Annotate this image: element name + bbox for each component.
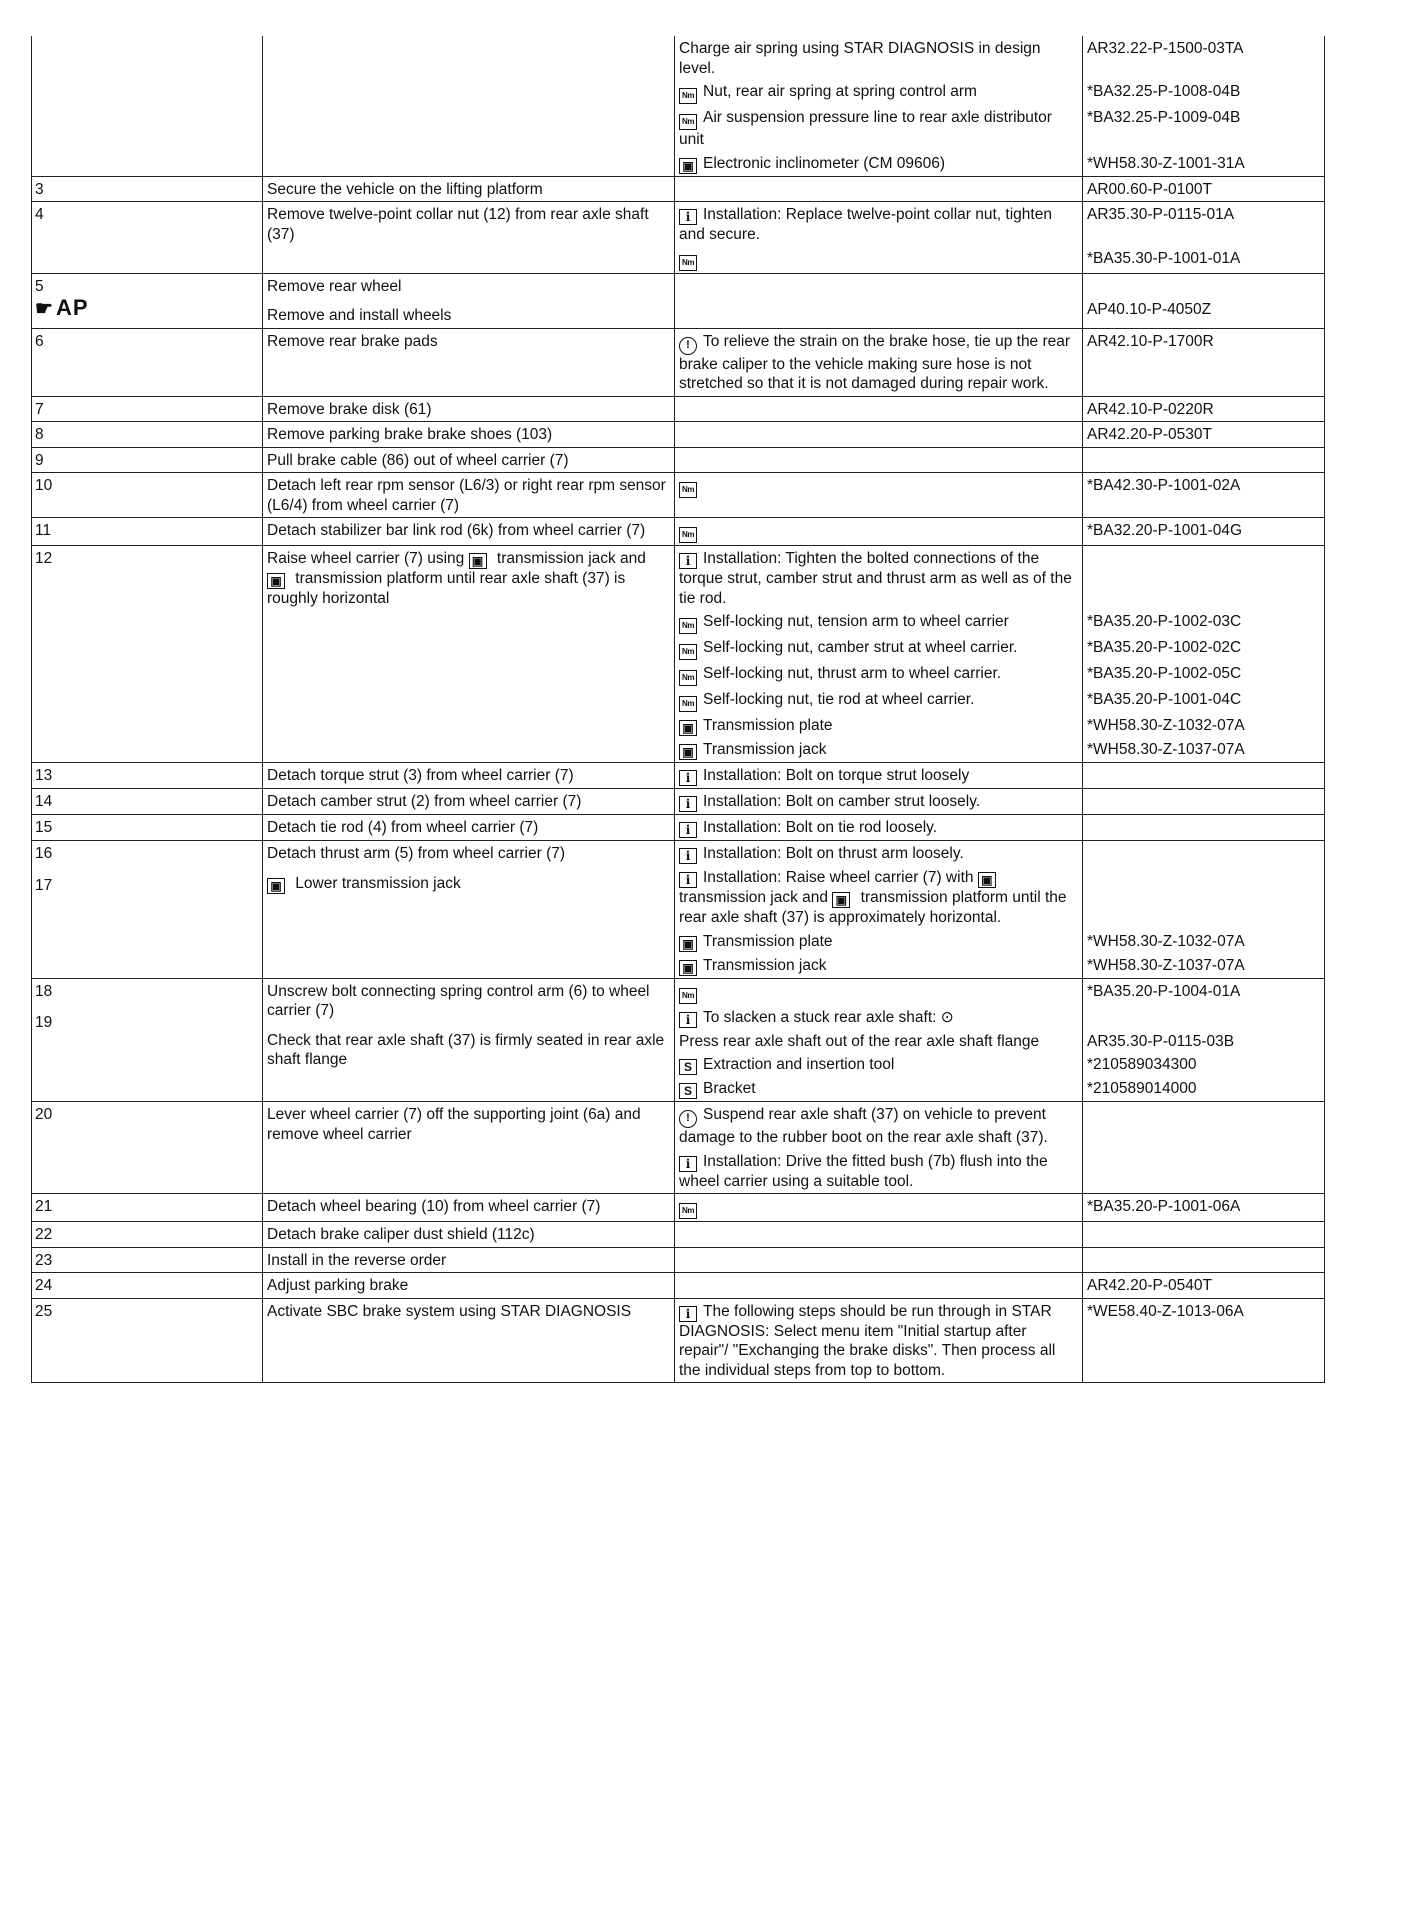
table-row	[31, 36, 1325, 177]
operation-line: Activate SBC brake system using STAR DIAGNOSIS	[267, 1302, 632, 1320]
tool-icon: ▣	[679, 720, 697, 736]
notes	[674, 397, 1082, 422]
notes	[674, 763, 1082, 788]
step-number: 12	[31, 546, 262, 762]
notes	[674, 979, 1082, 1102]
tool-icon: ▣	[978, 872, 996, 888]
note-line: i Installation: Replace twelve-point collar nut, tighten and secure.	[679, 206, 1052, 243]
operation-text	[262, 518, 674, 545]
note-line: i Installation: Bolt on thrust arm loosely.	[679, 844, 1078, 864]
note-line	[679, 521, 1078, 543]
info-icon: i	[679, 872, 697, 888]
tool-icon: ▣	[267, 573, 285, 589]
note-line: i Installation: Bolt on camber strut loosely.	[679, 792, 1078, 812]
reference-code[interactable]: *BA35.20-P-1001-04C	[1087, 691, 1242, 708]
reference-code[interactable]: AR32.22-P-1500-03TA	[1087, 40, 1244, 57]
operation-line: Remove rear wheel	[267, 277, 402, 295]
table-row	[31, 815, 1325, 841]
torque-icon: Nm	[679, 988, 697, 1004]
note-line: ! Suspend rear axle shaft (37) on vehicle to prevent damage to the rubber boot on the rear axle shaft (37).	[679, 1106, 1048, 1146]
document-reference	[1082, 979, 1325, 1102]
step-number: 8	[31, 422, 262, 447]
note-line: Nm Self-locking nut, thrust arm to wheel carrier.	[679, 664, 1078, 686]
note-line: ▣ Transmission jack	[679, 956, 1078, 976]
tool-icon: ▣	[267, 878, 285, 894]
table-row	[31, 1222, 1325, 1248]
reference-code[interactable]: *BA42.30-P-1001-02A	[1087, 477, 1241, 494]
torque-icon: Nm	[679, 114, 697, 130]
reference-code[interactable]	[1087, 844, 1320, 863]
step-number: 23	[31, 1248, 262, 1273]
table-row	[31, 1299, 1325, 1384]
notes	[674, 546, 1082, 762]
note-line: Nm Self-locking nut, tie rod at wheel carrier.	[679, 690, 1078, 712]
note-line: Press rear axle shaft out of the rear axle shaft flange	[679, 1032, 1040, 1050]
info-icon: i	[679, 770, 697, 786]
note-line: Nm Self-locking nut, camber strut at wheel carrier.	[679, 638, 1078, 660]
reference-code[interactable]: *BA32.25-P-1008-04B	[1087, 83, 1241, 100]
torque-icon: Nm	[679, 527, 697, 543]
operation-line: ▣ Lower transmission jack	[267, 874, 670, 894]
note-line: i Installation: Bolt on torque strut loosely	[679, 766, 1078, 786]
reference-code[interactable]: AR35.30-P-0115-01A	[1087, 206, 1235, 223]
step-number: 10	[31, 473, 262, 517]
step-number: 22	[31, 1222, 262, 1247]
torque-icon: Nm	[679, 618, 697, 634]
step-number: 18 19	[31, 979, 262, 1102]
operation-text	[262, 329, 674, 396]
document-reference	[1082, 202, 1325, 273]
operation-text	[262, 422, 674, 447]
notes	[674, 202, 1082, 273]
tool-icon: ▣	[679, 744, 697, 760]
notes	[674, 815, 1082, 840]
operation-text	[262, 1248, 674, 1273]
reference-code[interactable]: AR42.10-P-1700R	[1087, 332, 1214, 350]
notes	[674, 177, 1082, 202]
operation-line: Detach tie rod (4) from wheel carrier (7)	[267, 819, 539, 836]
note-line	[679, 249, 1078, 271]
document-reference	[1082, 841, 1325, 978]
document-reference	[1082, 815, 1325, 840]
document-reference	[1082, 1248, 1325, 1273]
note-line: S Bracket	[679, 1079, 1078, 1099]
notes	[674, 274, 1082, 328]
operation-text	[262, 274, 674, 328]
operation-text	[262, 546, 674, 762]
table-row	[31, 789, 1325, 815]
info-icon: i	[679, 796, 697, 812]
notes	[674, 518, 1082, 545]
document-reference	[1082, 763, 1325, 788]
note-line: ! To relieve the strain on the brake hose, tie up the rear brake caliper to the vehicle making sure hose is not stretched so that it is not damaged during repair work.	[679, 332, 1071, 392]
torque-icon: Nm	[679, 482, 697, 498]
notes	[674, 1194, 1082, 1221]
note-line: Nm Self-locking nut, tension arm to wheel carrier	[679, 612, 1078, 634]
torque-icon: Nm	[679, 88, 697, 104]
notes	[674, 329, 1082, 396]
document-reference	[1082, 1102, 1325, 1193]
operation-line: Remove and install wheels	[267, 307, 452, 324]
note-line: ▣ Transmission plate	[679, 716, 1078, 736]
notes	[674, 36, 1082, 176]
note-line: i The following steps should be run through in STAR DIAGNOSIS: Select menu item "Initial startup after repair"/ "Exchanging the brake disks". Then process all the individual steps from top to bottom.	[679, 1302, 1056, 1379]
reference-code[interactable]: *BA35.20-P-1004-01A	[1087, 982, 1241, 1000]
notes	[674, 1299, 1082, 1383]
reference-code[interactable]: *BA35.30-P-1001-01A	[1087, 249, 1241, 267]
note-line	[679, 1197, 1078, 1219]
info-icon: i	[679, 822, 697, 838]
reference-code[interactable]: AR00.60-P-0100T	[1087, 180, 1212, 198]
reference-code[interactable]: AP40.10-P-4050Z	[1087, 300, 1212, 318]
reference-code[interactable]: *WH58.30-Z-1037-07A	[1087, 956, 1245, 974]
reference-code[interactable]: AR42.20-P-0530T	[1087, 426, 1212, 443]
step-number: 9	[31, 448, 262, 473]
operation-line: Detach wheel bearing (10) from wheel carrier (7)	[267, 1198, 601, 1215]
table-row	[31, 202, 1325, 274]
caution-icon: !	[679, 1110, 697, 1128]
table-row	[31, 979, 1325, 1103]
reference-code[interactable]	[1087, 1008, 1320, 1027]
document-reference	[1082, 397, 1325, 422]
note-line: ▣ Transmission plate	[679, 932, 1078, 952]
reference-code[interactable]: *210589014000	[1087, 1080, 1197, 1097]
procedure-table	[31, 36, 1325, 1383]
notes	[674, 1273, 1082, 1298]
operation-line: Check that rear axle shaft (37) is firmly seated in rear axle shaft flange	[267, 1031, 665, 1068]
note-line: ▣ Transmission jack	[679, 740, 1078, 760]
step-number: 4	[31, 202, 262, 273]
table-row	[31, 1273, 1325, 1299]
note-line: Nm Nut, rear air spring at spring control arm	[679, 82, 1078, 104]
pointing-hand-icon: ☛	[35, 298, 54, 320]
step-number: 5 ☛AP	[31, 274, 262, 328]
info-icon: i	[679, 848, 697, 864]
table-row	[31, 448, 1325, 474]
reference-code[interactable]: *WH58.30-Z-1001-31A	[1087, 154, 1245, 172]
document-reference	[1082, 177, 1325, 202]
operation-text	[262, 1194, 674, 1221]
reference-code[interactable]: *BA32.25-P-1009-04B	[1087, 109, 1241, 126]
document-reference	[1082, 422, 1325, 447]
operation-line: Detach left rear rpm sensor (L6/3) or right rear rpm sensor (L6/4) from wheel carrier (7)	[267, 477, 666, 514]
reference-code[interactable]: *BA35.20-P-1001-06A	[1087, 1198, 1241, 1215]
reference-code[interactable]: *WH58.30-Z-1032-07A	[1087, 717, 1245, 734]
note-line: ▣ Electronic inclinometer (CM 09606)	[679, 154, 1078, 174]
torque-icon: Nm	[679, 670, 697, 686]
note-line: Charge air spring using STAR DIAGNOSIS in design level.	[679, 40, 1041, 77]
step-number: 25	[31, 1299, 262, 1383]
operation-line: Adjust parking brake	[267, 1277, 409, 1294]
reference-code[interactable]: *WE58.40-Z-1013-06A	[1087, 1302, 1244, 1320]
reference-code[interactable]	[1087, 277, 1320, 296]
operation-line: Pull brake cable (86) out of wheel carrier (7)	[267, 451, 569, 469]
table-row	[31, 397, 1325, 423]
step-number: 14	[31, 789, 262, 814]
table-row	[31, 177, 1325, 203]
reference-code[interactable]: *WH58.30-Z-1037-07A	[1087, 741, 1245, 758]
operation-line: Remove parking brake brake shoes (103)	[267, 426, 553, 443]
reference-code[interactable]: *BA35.20-P-1002-02C	[1087, 639, 1242, 656]
note-line: i Installation: Drive the fitted bush (7b) flush into the wheel carrier using a suitable tool.	[679, 1152, 1048, 1190]
operation-text	[262, 815, 674, 840]
notes	[674, 1222, 1082, 1247]
operation-text	[262, 1299, 674, 1383]
operation-line: Detach brake caliper dust shield (112c)	[267, 1226, 535, 1243]
note-line	[679, 982, 1078, 1004]
step-number: 7	[31, 397, 262, 422]
table-row	[31, 329, 1325, 397]
step-number: 20	[31, 1102, 262, 1193]
notes	[674, 789, 1082, 814]
table-row	[31, 1248, 1325, 1274]
caution-icon: !	[679, 337, 697, 355]
note-line: i To slacken a stuck rear axle shaft: ⊙	[679, 1008, 1078, 1028]
tool-icon: ▣	[679, 158, 697, 174]
notes	[674, 1248, 1082, 1273]
note-line: i Installation: Bolt on tie rod loosely.	[679, 818, 1078, 838]
operation-line: Detach torque strut (3) from wheel carrier (7)	[267, 767, 574, 784]
operation-line: Remove rear brake pads	[267, 332, 438, 350]
table-row	[31, 518, 1325, 546]
reference-code[interactable]: *210589034300	[1087, 1056, 1197, 1073]
operation-text	[262, 1273, 674, 1298]
ap-badge: ☛AP	[35, 295, 89, 320]
operation-text	[262, 202, 674, 273]
note-line	[679, 476, 1078, 498]
reference-code[interactable]: AR42.10-P-0220R	[1087, 400, 1214, 418]
tool-icon: ▣	[469, 553, 487, 569]
special-tool-icon: S	[679, 1059, 697, 1075]
table-row	[31, 422, 1325, 448]
step-number	[31, 36, 262, 176]
reference-code[interactable]: *BA35.20-P-1002-03C	[1087, 613, 1242, 630]
reference-code[interactable]: *BA35.20-P-1002-05C	[1087, 665, 1242, 682]
step-number: 15	[31, 815, 262, 840]
operation-text	[262, 763, 674, 788]
document-reference	[1082, 546, 1325, 762]
operation-line: Lever wheel carrier (7) off the supporting joint (6a) and remove wheel carrier	[267, 1106, 641, 1143]
notes	[674, 1102, 1082, 1193]
operation-text	[262, 1102, 674, 1193]
table-row	[31, 1194, 1325, 1222]
info-icon: i	[679, 209, 697, 225]
step-number: 21	[31, 1194, 262, 1221]
step-number: 24	[31, 1273, 262, 1298]
operation-text	[262, 789, 674, 814]
document-reference	[1082, 274, 1325, 328]
operation-text	[262, 473, 674, 517]
note-line: i Installation: Tighten the bolted connections of the torque strut, camber strut and thrust arm as well as of the tie rod.	[679, 550, 1072, 607]
operation-line: Raise wheel carrier (7) using ▣ transmission jack and ▣ transmission platform until rear axle shaft (37) is roughly horizontal	[267, 550, 646, 607]
document-reference	[1082, 789, 1325, 814]
info-icon: i	[679, 1156, 697, 1172]
notes	[674, 473, 1082, 517]
step-number: 3	[31, 177, 262, 202]
info-icon: i	[679, 1012, 697, 1028]
info-icon: i	[679, 1306, 697, 1322]
table-row	[31, 473, 1325, 518]
operation-line: Secure the vehicle on the lifting platform	[267, 180, 543, 198]
operation-text	[262, 448, 674, 473]
operation-text	[262, 841, 674, 978]
notes	[674, 448, 1082, 473]
reference-code[interactable]	[1087, 868, 1320, 887]
document-reference	[1082, 1273, 1325, 1298]
operation-text	[262, 1222, 674, 1247]
torque-icon: Nm	[679, 255, 697, 271]
notes	[674, 841, 1082, 978]
operation-line: Install in the reverse order	[267, 1251, 447, 1269]
operation-line: Detach stabilizer bar link rod (6k) from wheel carrier (7)	[267, 522, 646, 539]
operation-line: Remove brake disk (61)	[267, 400, 432, 418]
note-line: S Extraction and insertion tool	[679, 1055, 1078, 1075]
tool-icon: ▣	[679, 936, 697, 952]
operation-text	[262, 979, 674, 1102]
step-number: 13	[31, 763, 262, 788]
tool-icon: ▣	[832, 892, 850, 908]
table-row	[31, 1102, 1325, 1194]
operation-text	[262, 177, 674, 202]
notes	[674, 422, 1082, 447]
step-number: 16 17	[31, 841, 262, 978]
document-reference	[1082, 473, 1325, 517]
operation-line: Detach thrust arm (5) from wheel carrier (7)	[267, 845, 566, 862]
note-line: Nm Air suspension pressure line to rear axle distributor unit	[679, 109, 1052, 148]
document-reference	[1082, 448, 1325, 473]
document-reference	[1082, 36, 1325, 176]
reference-code[interactable]: *WH58.30-Z-1032-07A	[1087, 932, 1245, 950]
torque-icon: Nm	[679, 1203, 697, 1219]
document-reference	[1082, 1222, 1325, 1247]
table-row	[31, 274, 1325, 329]
info-icon: i	[679, 553, 697, 569]
operation-text	[262, 36, 674, 176]
tool-icon: ▣	[679, 960, 697, 976]
torque-icon: Nm	[679, 696, 697, 712]
operation-line: Remove twelve-point collar nut (12) from rear axle shaft (37)	[267, 206, 649, 243]
step-number: 11	[31, 518, 262, 545]
reference-code[interactable]: *BA32.20-P-1001-04G	[1087, 522, 1243, 539]
torque-icon: Nm	[679, 644, 697, 660]
document-reference	[1082, 1194, 1325, 1221]
table-row	[31, 763, 1325, 789]
note-line: i Installation: Raise wheel carrier (7) with ▣ transmission jack and ▣ transmission platform until the rear axle shaft (37) is approximately horizontal.	[679, 869, 1067, 926]
table-row	[31, 841, 1325, 979]
table-row	[31, 546, 1325, 763]
document-reference	[1082, 1299, 1325, 1383]
document-reference	[1082, 329, 1325, 396]
step-number: 6	[31, 329, 262, 396]
operation-line: Detach camber strut (2) from wheel carrier (7)	[267, 793, 582, 810]
document-reference	[1082, 518, 1325, 545]
operation-line: Unscrew bolt connecting spring control arm (6) to wheel carrier (7)	[267, 982, 650, 1019]
reference-code[interactable]: AR35.30-P-0115-03B	[1087, 1032, 1235, 1050]
reference-code[interactable]	[1087, 549, 1320, 568]
operation-text	[262, 397, 674, 422]
reference-code[interactable]: AR42.20-P-0540T	[1087, 1277, 1212, 1294]
special-tool-icon: S	[679, 1083, 697, 1099]
